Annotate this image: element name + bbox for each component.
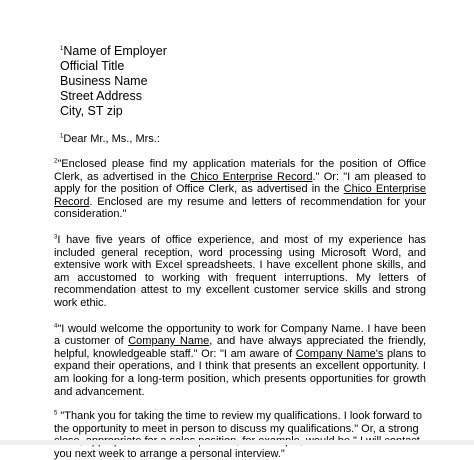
paragraph-text: "Thank you for taking the time to review my qualifications. I look forward to the opportunity to meet in person to discuss my qualifications." Or, a strong you next week to arrange a personal interview." [54,410,422,460]
page-bottom-edge [0,440,474,445]
address-block [60,44,426,119]
footnote-marker: 4 [54,322,58,329]
newspaper-name: Chico Enterprise Record [54,183,426,208]
paragraph-enclosure [54,158,426,221]
footnote-marker: 3 [54,234,58,241]
footnote-marker: 5 [54,410,58,417]
paragraph-text: "I would welcome the opportunity to work for Company Name. I have been a customer of [54,322,426,348]
paragraph-text: "Enclosed please find my application materials for the position of Office Clerk, as advertised in the [54,158,426,183]
paragraph-closing [54,410,426,460]
official-title: Official Title [60,59,125,73]
company-name: Company Name's [295,347,384,360]
employer-name: Name of Employer [63,44,167,58]
salutation [60,133,426,146]
paragraph-experience [54,234,426,310]
employer-name-line [60,44,426,59]
footnote-marker: 1 [60,45,64,52]
paragraph-text: , and have always appreciated the friendly, helpful, knowledgeable staff." Or: "I am aware of [54,335,427,360]
salutation-text: Dear Mr., Ms., Mrs.: [63,133,160,145]
paragraph-text: I have five years of office experience, and most of my experience has included general reception, word processing using Microsoft Word, and extensive work with Excel spreadsheets. I have excellent phone skills, and am accustomed to working with frequent interruptions. My letters of recommendation attest to my excellent customer service skills and strong work ethic. [54,233,426,309]
paragraph-text: plans to expand their operations, and I think that presents an excellent opportunity. I am looking for a long-term position, which presents opportunities for growth and advancement. [54,347,426,398]
paragraph-company [54,323,426,399]
letter-body [54,44,426,460]
company-name: Company Name [128,335,210,348]
business-name: Business Name [60,74,148,88]
footnote-marker: 1 [60,133,64,140]
paragraph-text: . Enclosed are my resume and letters of recommendation for your consideration." [54,195,426,221]
paragraph-text: ." Or: "I am pleased to apply for the position of Office Clerk, as advertised in the [54,170,426,196]
street-address: Street Address [60,89,142,103]
city-state-zip: City, ST zip [60,104,123,118]
newspaper-name: Chico Enterprise Record [190,170,313,183]
footnote-marker: 2 [54,158,58,165]
